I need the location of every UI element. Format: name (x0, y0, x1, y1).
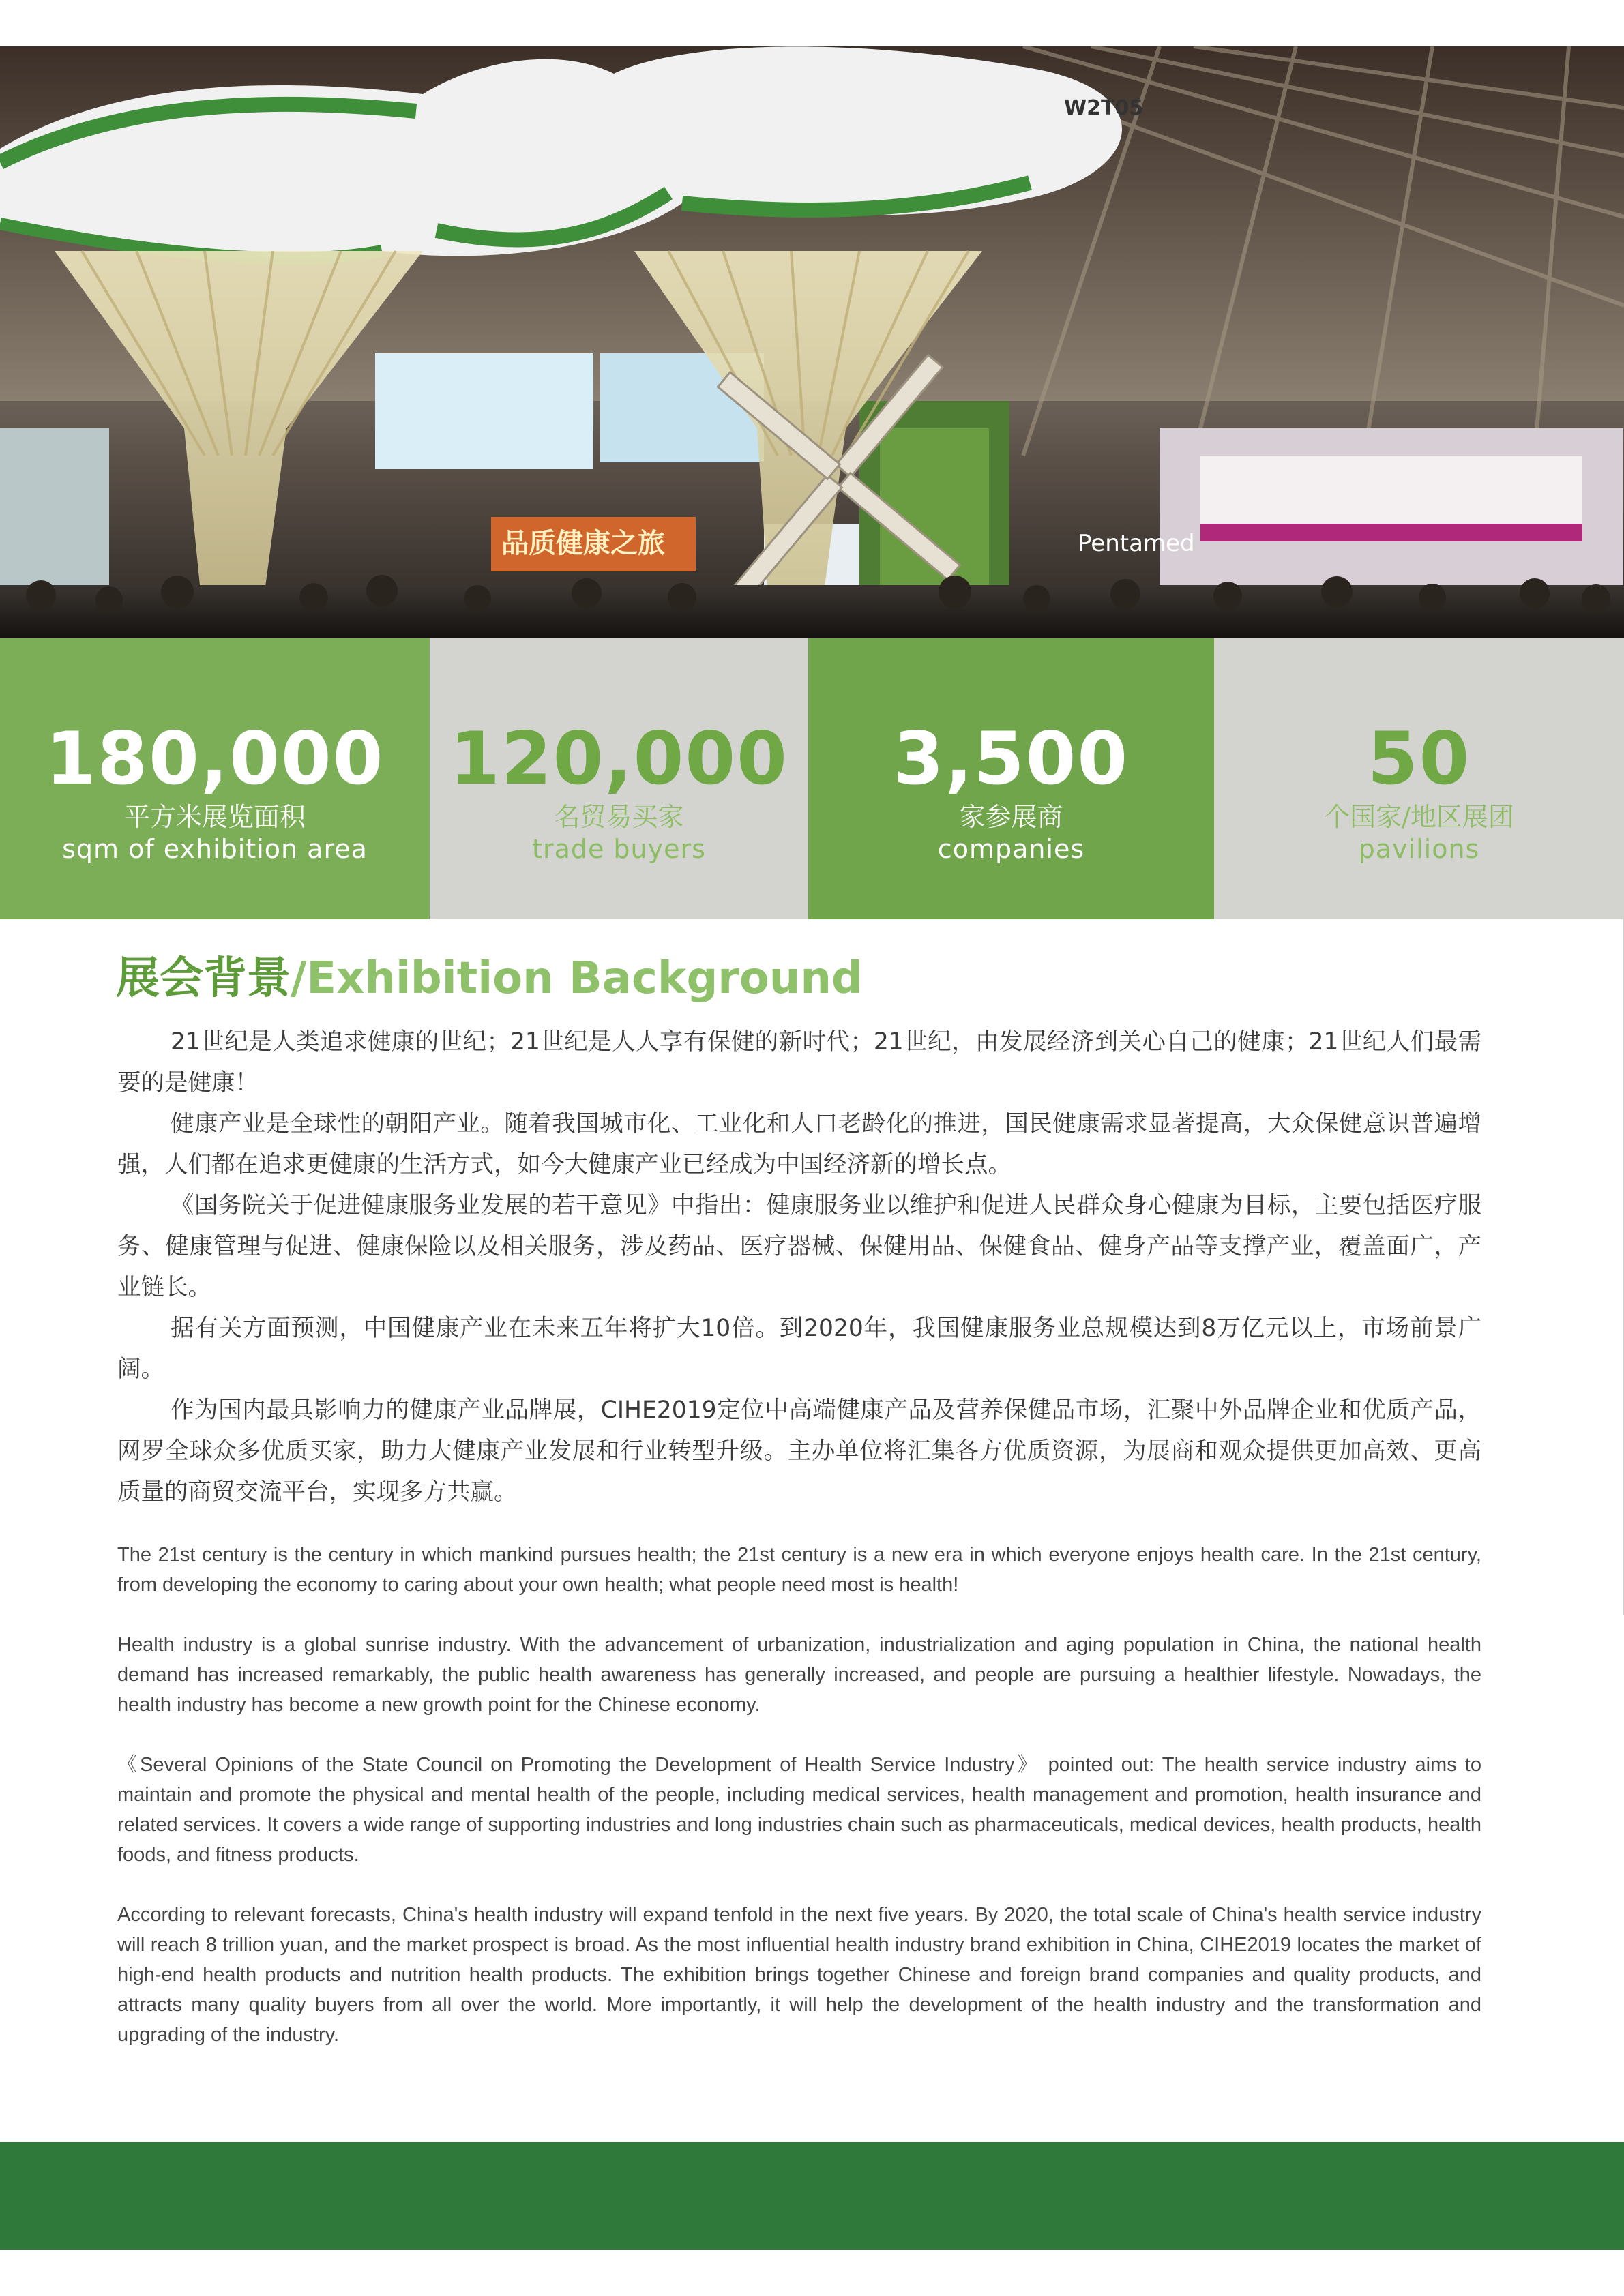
stat-number: 120,000 (449, 717, 788, 801)
stat-number: 180,000 (45, 717, 385, 801)
stat-label-en: companies (937, 834, 1085, 864)
section-title (116, 948, 863, 1009)
exhibition-hall-illustration (0, 46, 1624, 638)
footer-band (0, 2142, 1624, 2250)
stat-number: 50 (1367, 717, 1471, 801)
hero-photo (0, 46, 1624, 638)
stat-label-en: pavilions (1358, 834, 1480, 864)
cn-paragraph: 《国务院关于促进健康服务业发展的若干意见》中指出：健康服务业以维护和促进人民群众身心健康为目标，主要包括医疗服务、健康管理与促进、健康保险以及相关服务，涉及药品、医疗器械、保健用品、保健食品、健身产品等支撑产业，覆盖面广，产业链长。 (117, 1192, 1481, 1301)
stat-companies (808, 638, 1214, 919)
english-body-text (117, 1540, 1481, 2080)
cn-paragraph: 作为国内最具影响力的健康产业品牌展，CIHE2019定位中高端健康产品及营养保健品市场，汇聚中外品牌企业和优质产品，网罗全球众多优质买家，助力大健康产业发展和行业转型升级。主办单位将汇集各方优质资源，为展商和观众提供更加高效、更高质量的商贸交流平台，实现多方共赢。 (117, 1397, 1481, 1506)
en-paragraph: According to relevant forecasts, China's health industry will expand tenfold in the next five years. By 2020, the total scale of China's health service industry will reach 8 trillion yuan, and the market prospect is broad. As the most influential health industry brand exhibition in China, CIHE2019 locates the market of high-end health products and nutrition health products. The exhibition brings together Chinese and foreign brand companies and quality products, and attracts many quality buyers from all over the world. More importantly, it will help the development of the health industry and the transformation and upgrading of the industry. (117, 1904, 1481, 2046)
stat-label-cn: 个国家/地区展团 (1324, 802, 1514, 832)
stat-label-cn: 家参展商 (959, 802, 1063, 832)
stat-label-cn: 名贸易买家 (554, 802, 684, 832)
stats-band (0, 638, 1624, 919)
stat-label-en: sqm of exhibition area (62, 834, 368, 864)
stat-label-cn: 平方米展览面积 (123, 802, 306, 832)
brand-sign: Pentamed (1078, 530, 1195, 557)
chinese-body-text (117, 1022, 1481, 1512)
stat-exhibition-area (0, 638, 430, 919)
en-paragraph: The 21st century is the century in which mankind pursues health; the 21st century is a new era in which everyone enjoys health care. In the 21st century, from developing the economy to caring about your own health; what people need most is health! (117, 1544, 1481, 1596)
cn-paragraph: 健康产业是全球性的朝阳产业。随着我国城市化、工业化和人口老龄化的推进，国民健康需求显著提高，大众保健意识普遍增强，人们都在追求更健康的生活方式，如今大健康产业已经成为中国经济新的增长点。 (117, 1110, 1481, 1178)
en-paragraph: 《Several Opinions of the State Council on Promoting the Development of Health Service Industry》 pointed out: The health service industry aims to maintain and promote the physical and mental health of the people, including medical services, health management and promotion, health insurance and related services. It covers a wide range of supporting industries and long industries chain such as pharmaceuticals, medical devices, health products, health foods, and fitness products. (117, 1754, 1481, 1866)
stat-label-en: trade buyers (532, 834, 706, 864)
booth-code: W2T05 (1064, 96, 1144, 120)
section-title-en: /Exhibition Background (291, 953, 863, 1004)
section-title-cn: 展会背景 (116, 953, 291, 1004)
cn-paragraph: 据有关方面预测，中国健康产业在未来五年将扩大10倍。到2020年，我国健康服务业总规模达到8万亿元以上，市场前景广阔。 (117, 1315, 1481, 1383)
en-paragraph: Health industry is a global sunrise industry. With the advancement of urbanization, industrialization and aging population in China, the national health demand has increased remarkably, the public health awareness has generally increased, and people are pursuing a healthier lifestyle. Nowadays, the health industry has become a new growth point for the Chinese economy. (117, 1634, 1481, 1716)
stat-pavilions (1214, 638, 1624, 919)
stat-number: 3,500 (893, 717, 1130, 801)
stat-trade-buyers (430, 638, 808, 919)
cn-paragraph: 21世纪是人类追求健康的世纪；21世纪是人人享有保健的新时代；21世纪，由发展经济到关心自己的健康；21世纪人们最需要的是健康！ (117, 1028, 1481, 1097)
booth-sign: 品质健康之旅 (501, 528, 665, 559)
